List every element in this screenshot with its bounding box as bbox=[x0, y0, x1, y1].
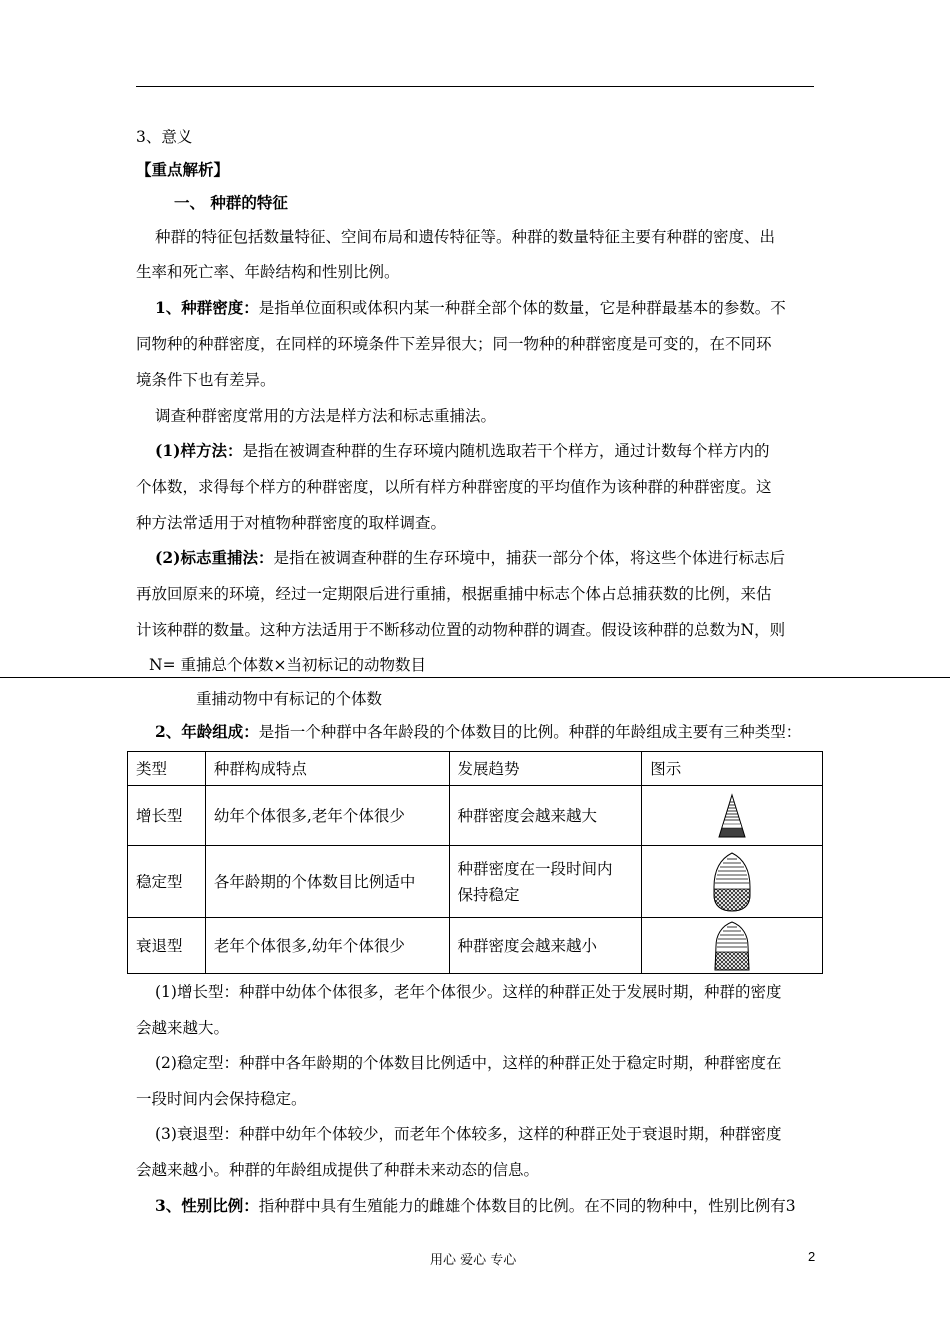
quadrat-line2: 个体数，求得每个样方的种群密度，以所有样方种群密度的平均值作为该种群的种群密度。这 bbox=[136, 478, 772, 496]
density-line3: 境条件下也有差异。 bbox=[136, 371, 276, 389]
formula-fraction-bar bbox=[0, 677, 950, 678]
formula-numerator: N= 重捕总个体数×当初标记的动物数目 bbox=[149, 656, 426, 674]
type-cell: 衰退型 bbox=[128, 918, 206, 974]
age-structure-table bbox=[127, 751, 823, 974]
feature-cell: 老年个体很多,幼年个体很少 bbox=[205, 918, 449, 974]
header-rule bbox=[136, 86, 814, 87]
age-structure-text: 是指一个种群中各年龄段的个体数目的比例。种群的年龄组成主要有三种类型： bbox=[258, 723, 802, 741]
feature-cell: 各年龄期的个体数目比例适中 bbox=[205, 846, 449, 918]
sex-ratio-line bbox=[155, 1196, 825, 1216]
trend-cell bbox=[449, 846, 642, 918]
diagram-cell bbox=[642, 786, 823, 846]
mark-recapture-label: (2)标志重捕法： bbox=[155, 548, 274, 567]
paragraph-intro-line1: 种群的特征包括数量特征、空间布局和遗传特征等。种群的数量特征主要有种群的密度、出 bbox=[155, 228, 776, 246]
growth-pyramid-icon bbox=[717, 793, 747, 839]
feature-cell: 幼年个体很多,老年个体很少 bbox=[205, 786, 449, 846]
sex-ratio-text: 指种群中具有生殖能力的雌雄个体数目的比例。在不同的物种中，性别比例有3 bbox=[258, 1197, 796, 1215]
trend-cell: 种群密度会越来越小 bbox=[449, 918, 642, 974]
mark-recapture-line3: 计该种群的数量。这种方法适用于不断移动位置的动物种群的调查。假设该种群的总数为N，则 bbox=[136, 621, 786, 639]
section-3-heading: 3、意义 bbox=[136, 128, 193, 146]
table-header-cell: 发展趋势 bbox=[449, 752, 642, 786]
density-line1 bbox=[155, 298, 841, 318]
quadrat-line3: 种方法常适用于对植物种群密度的取样调查。 bbox=[136, 514, 447, 532]
age-structure-label: 2、年龄组成： bbox=[155, 722, 259, 741]
footer-motto: 用心 爱心 专心 bbox=[430, 1253, 517, 1268]
table-header-cell: 图示 bbox=[642, 752, 823, 786]
table-header-cell: 种群构成特点 bbox=[205, 752, 449, 786]
section-1-title: 一、 种群的特征 bbox=[174, 193, 288, 212]
density-text: 是指单位面积或体积内某一种群全部个体的数量，它是种群最基本的参数。不 bbox=[258, 299, 786, 317]
age-structure-line bbox=[155, 722, 841, 742]
quadrat-line1 bbox=[155, 441, 841, 461]
growth-type-line1: (1)增长型：种群中幼体个体很多，老年个体很少。这样的种群正处于发展时期，种群的密度 bbox=[155, 983, 782, 1001]
stable-bell-icon bbox=[710, 851, 754, 913]
growth-type-line2: 会越来越大。 bbox=[136, 1019, 230, 1037]
mark-recapture-line2: 再放回原来的环境，经过一定期限后进行重捕，根据重捕中标志个体占总捕获数的比例，来估 bbox=[136, 585, 772, 603]
quadrat-label: (1)样方法： bbox=[155, 441, 243, 460]
table-row bbox=[128, 846, 823, 918]
diagram-cell bbox=[642, 918, 823, 974]
mark-recapture-text: 是指在被调查种群的生存环境中，捕获一部分个体，将这些个体进行标志后 bbox=[273, 549, 785, 567]
decline-type-line2: 会越来越小。种群的年龄组成提供了种群未来动态的信息。 bbox=[136, 1161, 540, 1179]
paragraph-intro-line2: 生率和死亡率、年龄结构和性别比例。 bbox=[136, 263, 400, 281]
page-number: 2 bbox=[808, 1249, 816, 1264]
trend-cell: 种群密度会越来越大 bbox=[449, 786, 642, 846]
formula-denominator: 重捕动物中有标记的个体数 bbox=[196, 690, 383, 708]
trend-text-line1: 种群密度在一段时间内 bbox=[457, 859, 613, 878]
sex-ratio-label: 3、性别比例： bbox=[155, 1196, 259, 1215]
type-cell: 增长型 bbox=[128, 786, 206, 846]
stable-type-line1: (2)稳定型：种群中各年龄期的个体数目比例适中，这样的种群正处于稳定时期，种群密度在 bbox=[155, 1054, 782, 1072]
key-analysis-title: 【重点解析】 bbox=[136, 160, 230, 179]
table-header-cell: 类型 bbox=[128, 752, 206, 786]
table-row bbox=[128, 918, 823, 974]
trend-text-line2: 保持稳定 bbox=[457, 885, 520, 904]
diagram-cell bbox=[642, 846, 823, 918]
decline-urn-icon bbox=[712, 920, 752, 972]
density-line2: 同物种的种群密度，在同样的环境条件下差异很大；同一物种的种群密度是可变的，在不同环 bbox=[136, 335, 772, 353]
decline-type-line1: (3)衰退型：种群中幼年个体较少，而老年个体较多，这样的种群正处于衰退时期，种群密度 bbox=[155, 1125, 782, 1143]
quadrat-text: 是指在被调查种群的生存环境内随机选取若干个样方，通过计数每个样方内的 bbox=[242, 442, 770, 460]
stable-type-line2: 一段时间内会保持稳定。 bbox=[136, 1090, 307, 1108]
type-cell: 稳定型 bbox=[128, 846, 206, 918]
table-header-row bbox=[128, 752, 823, 786]
table-row bbox=[128, 786, 823, 846]
methods-line: 调查种群密度常用的方法是样方法和标志重捕法。 bbox=[155, 407, 497, 425]
density-label: 1、种群密度： bbox=[155, 298, 259, 317]
mark-recapture-line1 bbox=[155, 548, 841, 568]
